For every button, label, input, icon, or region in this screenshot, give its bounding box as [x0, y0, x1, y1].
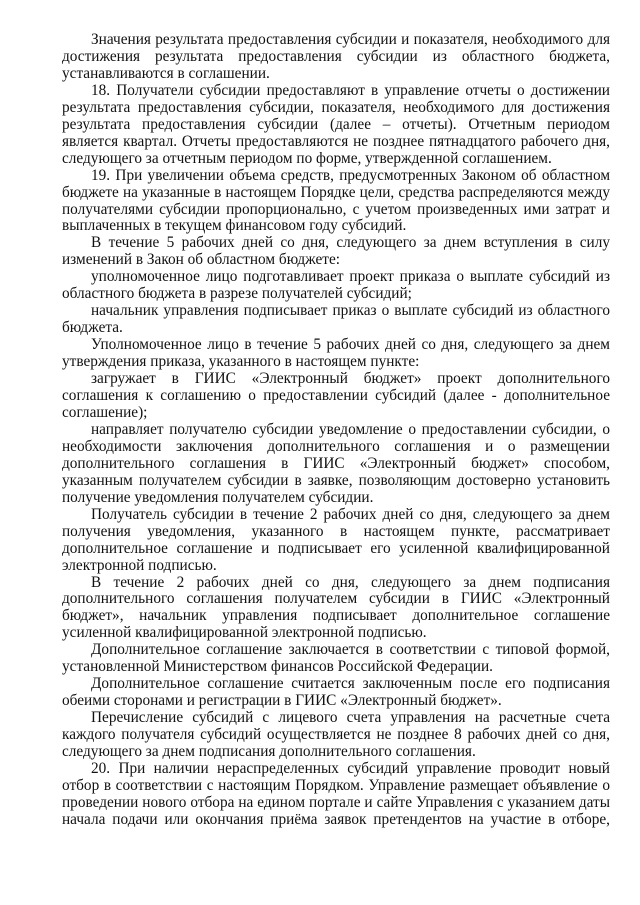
paragraph-20-new-selection: 20. При наличии нераспределенных субсидий управление проводит новый отбор в соответствии с настоящим Порядком. Управление размещает объявление о проведении нового отбора на едином портале и сайте Управления с указанием даты начала подачи или окончания приёма заявок претендентов на участие в отборе, [62, 759, 610, 828]
paragraph-recipient-two-days: Получатель субсидии в течение 2 рабочих дней со дня, следующего за днем получения уведомления, указанного в настоящем пункте, рассматривает дополнительное соглашение и подписывает его усиленной квалифицированной электронной подписью. [62, 505, 610, 574]
paragraph-authorized-person-order: уполномоченное лицо подготавливает проект приказа о выплате субсидий из областного бюджета в разрезе получателей субсидий; [62, 268, 610, 303]
paragraph-agreement-concluded: Дополнительное соглашение считается заключенным после его подписания обеими сторонами и регистрации в ГИИС «Электронный бюджет». [62, 675, 610, 710]
paragraph-18-reports: 18. Получатели субсидии предоставляют в управление отчеты о достижении результата предоставления субсидии, показателя, необходимого для достижения результата предоставления субсидии (далее – отчеты). Отчетным периодом является квартал. Отчеты предоставляются не позднее пятнадцатого рабочего дня, следующего за отчетным периодом по форме, утвержденной соглашением. [62, 81, 610, 167]
paragraph-upload-giis: загружает в ГИИС «Электронный бюджет» проект дополнительного соглашения к соглашению о предоставлении субсидий (далее - дополнительное соглашение); [62, 370, 610, 421]
paragraph-transfer-subsidies: Перечисление субсидий с лицевого счета управления на расчетные счета каждого получателя субсидий осуществляется не позднее 8 рабочих дней со дня, следующего за днем подписания дополнительного соглашения. [62, 709, 610, 761]
paragraph-send-notification: направляет получателю субсидии уведомление о предоставлении субсидии, о необходимости заключения дополнительного соглашения и о размещении дополнительного соглашения в ГИИС «Электронный бюджет» способом, указанным получателем субсидии в заявке, позволяющим достоверно установить получение уведомления получателем субсидии. [62, 420, 610, 506]
paragraph-head-signs-agreement: В течение 2 рабочих дней со дня, следующего за днем подписания дополнительного соглашения получателем субсидии в ГИИС «Электронный бюджет», начальник управления подписывает дополнительное соглашение усиленной квалифицированной электронной подписью. [62, 573, 610, 642]
paragraph-results-values: Значения результата предоставления субсидии и показателя, необходимого для достижения результата предоставления субсидии из областного бюджета, устанавливаются в соглашении. [62, 31, 610, 82]
paragraph-five-days-law: В течение 5 рабочих дней со дня, следующего за днем вступления в силу изменений в Закон об областном бюджете: [62, 234, 610, 269]
paragraph-standard-form: Дополнительное соглашение заключается в соответствии с типовой формой, установленной Министерством финансов Российской Федерации. [62, 641, 610, 676]
paragraph-19-funds-increase: 19. При увеличении объема средств, предусмотренных Законом об областном бюджете на указанные в настоящем Порядке цели, средства распределяются между получателями субсидии пропорционально, с учетом произведенных ими затрат и выплаченных в текущем финансовом году субсидий. [62, 166, 610, 235]
paragraph-authorized-person-five-days: Уполномоченное лицо в течение 5 рабочих дней со дня, следующего за днем утверждения приказа, указанного в настоящем пункте: [62, 336, 610, 371]
paragraph-head-signs-order: начальник управления подписывает приказ о выплате субсидий из областного бюджета. [62, 302, 610, 337]
